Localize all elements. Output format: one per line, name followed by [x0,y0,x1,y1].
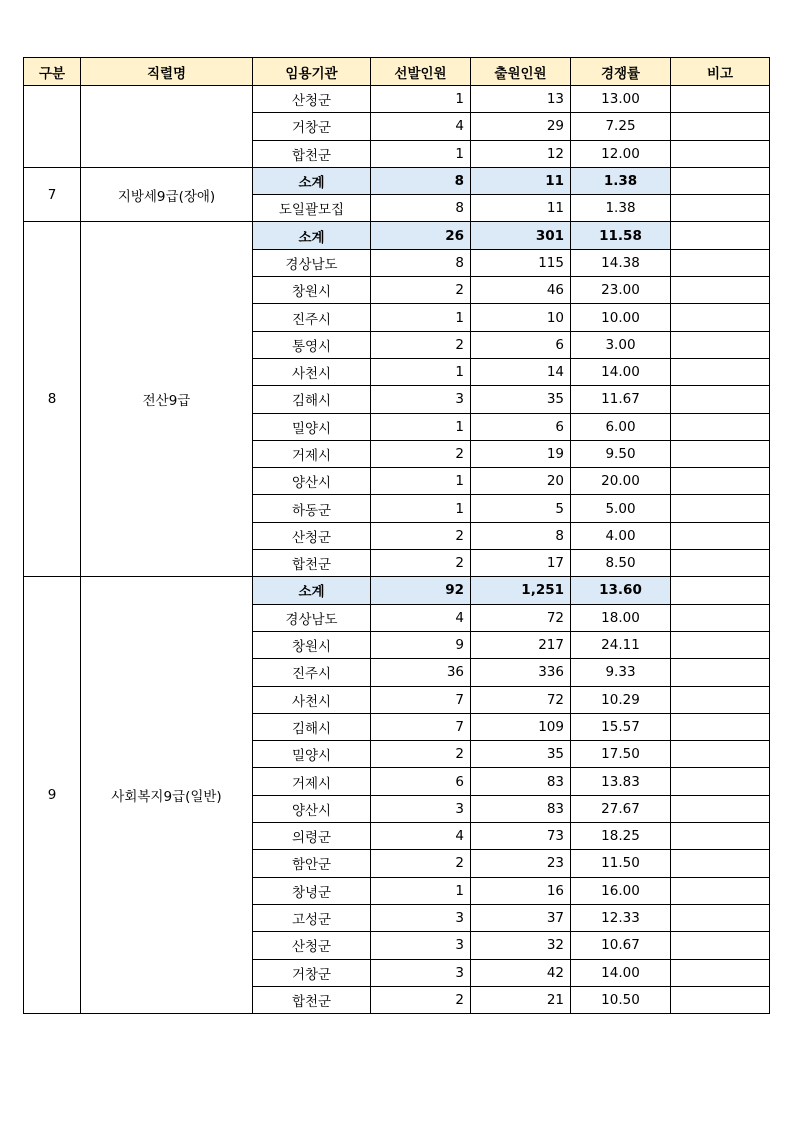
applicant-count-cell: 336 [471,659,571,686]
applicant-count-cell: 8 [471,522,571,549]
competition-ratio-cell: 5.00 [571,495,671,522]
competition-ratio-cell: 10.67 [571,932,671,959]
competition-ratio-cell: 14.00 [571,358,671,385]
remarks-cell [671,959,770,986]
competition-ratio-cell: 17.50 [571,741,671,768]
competition-ratio-cell: 7.25 [571,113,671,140]
competition-ratio-cell: 13.00 [571,86,671,113]
applicant-count-cell: 35 [471,386,571,413]
competition-ratio-cell: 18.25 [571,823,671,850]
selected-count-cell: 4 [371,604,471,631]
selected-count-cell: 1 [371,86,471,113]
agency-cell: 통영시 [253,331,371,358]
competition-ratio-cell: 13.83 [571,768,671,795]
remarks-cell [671,277,770,304]
applicant-count-cell: 301 [471,222,571,249]
remarks-cell [671,986,770,1013]
applicant-count-cell: 115 [471,249,571,276]
selected-count-cell: 2 [371,741,471,768]
applicant-count-cell: 1,251 [471,577,571,604]
selected-count-cell: 1 [371,358,471,385]
agency-cell: 창원시 [253,631,371,658]
remarks-cell [671,222,770,249]
competition-ratio-cell: 15.57 [571,713,671,740]
applicant-count-cell: 217 [471,631,571,658]
remarks-cell [671,522,770,549]
remarks-cell [671,140,770,167]
series-name: 사회복지9급(일반) [81,577,253,1014]
applicant-count-cell: 35 [471,741,571,768]
competition-ratio-cell: 8.50 [571,550,671,577]
agency-cell: 소계 [253,222,371,249]
competition-ratio-cell: 11.67 [571,386,671,413]
competition-ratio-cell: 14.00 [571,959,671,986]
competition-ratio-cell: 1.38 [571,195,671,222]
remarks-cell [671,195,770,222]
applicant-count-cell: 17 [471,550,571,577]
competition-ratio-cell: 11.50 [571,850,671,877]
applicant-count-cell: 23 [471,850,571,877]
competition-ratio-cell: 4.00 [571,522,671,549]
agency-cell: 의령군 [253,823,371,850]
remarks-cell [671,713,770,740]
remarks-cell [671,358,770,385]
header-series-name: 직렬명 [81,58,253,86]
remarks-cell [671,304,770,331]
header-agency: 임용기관 [253,58,371,86]
selected-count-cell: 3 [371,932,471,959]
agency-cell: 경상남도 [253,604,371,631]
remarks-cell [671,113,770,140]
remarks-cell [671,932,770,959]
competition-ratio-cell: 3.00 [571,331,671,358]
agency-cell: 합천군 [253,550,371,577]
applicant-count-cell: 12 [471,140,571,167]
applicant-count-cell: 73 [471,823,571,850]
agency-cell: 진주시 [253,659,371,686]
applicant-count-cell: 29 [471,113,571,140]
header-row [24,58,770,86]
subtotal-row [24,167,770,194]
agency-cell: 하동군 [253,495,371,522]
competition-ratio-cell: 12.00 [571,140,671,167]
applicant-count-cell: 14 [471,358,571,385]
applicant-count-cell: 20 [471,468,571,495]
selected-count-cell: 1 [371,877,471,904]
series-name: 지방세9급(장애) [81,167,253,222]
agency-cell: 사천시 [253,686,371,713]
agency-cell: 창녕군 [253,877,371,904]
selected-count-cell: 1 [371,140,471,167]
applicant-count-cell: 83 [471,795,571,822]
remarks-cell [671,386,770,413]
applicant-count-cell: 42 [471,959,571,986]
agency-cell: 소계 [253,167,371,194]
applicant-count-cell: 5 [471,495,571,522]
agency-cell: 합천군 [253,140,371,167]
recruitment-table [23,57,770,1014]
selected-count-cell: 6 [371,768,471,795]
agency-cell: 사천시 [253,358,371,385]
agency-cell: 거제시 [253,440,371,467]
selected-count-cell: 1 [371,495,471,522]
remarks-cell [671,877,770,904]
group-number [24,86,81,168]
header-remarks: 비고 [671,58,770,86]
applicant-count-cell: 21 [471,986,571,1013]
applicant-count-cell: 37 [471,904,571,931]
remarks-cell [671,904,770,931]
selected-count-cell: 2 [371,522,471,549]
competition-ratio-cell: 14.38 [571,249,671,276]
competition-ratio-cell: 24.11 [571,631,671,658]
agency-cell: 경상남도 [253,249,371,276]
selected-count-cell: 1 [371,468,471,495]
agency-cell: 창원시 [253,277,371,304]
header-applicants: 출원인원 [471,58,571,86]
remarks-cell [671,249,770,276]
selected-count-cell: 8 [371,195,471,222]
remarks-cell [671,440,770,467]
competition-ratio-cell: 18.00 [571,604,671,631]
subtotal-row [24,222,770,249]
competition-ratio-cell: 10.29 [571,686,671,713]
agency-cell: 거제시 [253,768,371,795]
applicant-count-cell: 19 [471,440,571,467]
selected-count-cell: 1 [371,413,471,440]
selected-count-cell: 2 [371,550,471,577]
agency-cell: 김해시 [253,713,371,740]
competition-ratio-cell: 11.58 [571,222,671,249]
agency-cell: 산청군 [253,522,371,549]
series-name: 전산9급 [81,222,253,577]
applicant-count-cell: 10 [471,304,571,331]
selected-count-cell: 3 [371,795,471,822]
remarks-cell [671,795,770,822]
table-row [24,86,770,113]
applicant-count-cell: 109 [471,713,571,740]
applicant-count-cell: 6 [471,413,571,440]
applicant-count-cell: 32 [471,932,571,959]
applicant-count-cell: 83 [471,768,571,795]
selected-count-cell: 9 [371,631,471,658]
remarks-cell [671,823,770,850]
agency-cell: 양산시 [253,795,371,822]
header-competition-ratio: 경쟁률 [571,58,671,86]
competition-ratio-cell: 23.00 [571,277,671,304]
header-selected: 선발인원 [371,58,471,86]
remarks-cell [671,413,770,440]
competition-ratio-cell: 10.00 [571,304,671,331]
remarks-cell [671,604,770,631]
remarks-cell [671,686,770,713]
remarks-cell [671,167,770,194]
remarks-cell [671,86,770,113]
remarks-cell [671,331,770,358]
competition-ratio-cell: 9.33 [571,659,671,686]
applicant-count-cell: 16 [471,877,571,904]
selected-count-cell: 8 [371,249,471,276]
selected-count-cell: 1 [371,304,471,331]
group-number: 7 [24,167,81,222]
agency-cell: 거창군 [253,113,371,140]
selected-count-cell: 2 [371,277,471,304]
selected-count-cell: 4 [371,823,471,850]
selected-count-cell: 26 [371,222,471,249]
agency-cell: 김해시 [253,386,371,413]
selected-count-cell: 2 [371,986,471,1013]
remarks-cell [671,468,770,495]
remarks-cell [671,577,770,604]
competition-ratio-cell: 1.38 [571,167,671,194]
competition-ratio-cell: 12.33 [571,904,671,931]
subtotal-row [24,577,770,604]
competition-ratio-cell: 20.00 [571,468,671,495]
agency-cell: 합천군 [253,986,371,1013]
applicant-count-cell: 72 [471,686,571,713]
agency-cell: 산청군 [253,86,371,113]
agency-cell: 진주시 [253,304,371,331]
agency-cell: 소계 [253,577,371,604]
competition-ratio-cell: 27.67 [571,795,671,822]
agency-cell: 산청군 [253,932,371,959]
remarks-cell [671,741,770,768]
agency-cell: 함안군 [253,850,371,877]
selected-count-cell: 36 [371,659,471,686]
remarks-cell [671,631,770,658]
applicant-count-cell: 6 [471,331,571,358]
selected-count-cell: 4 [371,113,471,140]
agency-cell: 양산시 [253,468,371,495]
applicant-count-cell: 11 [471,167,571,194]
group-number: 9 [24,577,81,1014]
competition-ratio-cell: 6.00 [571,413,671,440]
competition-ratio-cell: 13.60 [571,577,671,604]
selected-count-cell: 8 [371,167,471,194]
applicant-count-cell: 72 [471,604,571,631]
remarks-cell [671,850,770,877]
selected-count-cell: 7 [371,686,471,713]
remarks-cell [671,659,770,686]
selected-count-cell: 3 [371,904,471,931]
competition-ratio-cell: 10.50 [571,986,671,1013]
agency-cell: 밀양시 [253,413,371,440]
agency-cell: 거창군 [253,959,371,986]
selected-count-cell: 2 [371,850,471,877]
applicant-count-cell: 13 [471,86,571,113]
table-body [24,86,770,1014]
header-division: 구분 [24,58,81,86]
selected-count-cell: 3 [371,959,471,986]
applicant-count-cell: 46 [471,277,571,304]
selected-count-cell: 2 [371,440,471,467]
remarks-cell [671,768,770,795]
selected-count-cell: 92 [371,577,471,604]
selected-count-cell: 2 [371,331,471,358]
agency-cell: 고성군 [253,904,371,931]
competition-ratio-cell: 16.00 [571,877,671,904]
agency-cell: 밀양시 [253,741,371,768]
applicant-count-cell: 11 [471,195,571,222]
series-name [81,86,253,168]
remarks-cell [671,550,770,577]
selected-count-cell: 7 [371,713,471,740]
group-number: 8 [24,222,81,577]
remarks-cell [671,495,770,522]
competition-ratio-cell: 9.50 [571,440,671,467]
agency-cell: 도일괄모집 [253,195,371,222]
selected-count-cell: 3 [371,386,471,413]
